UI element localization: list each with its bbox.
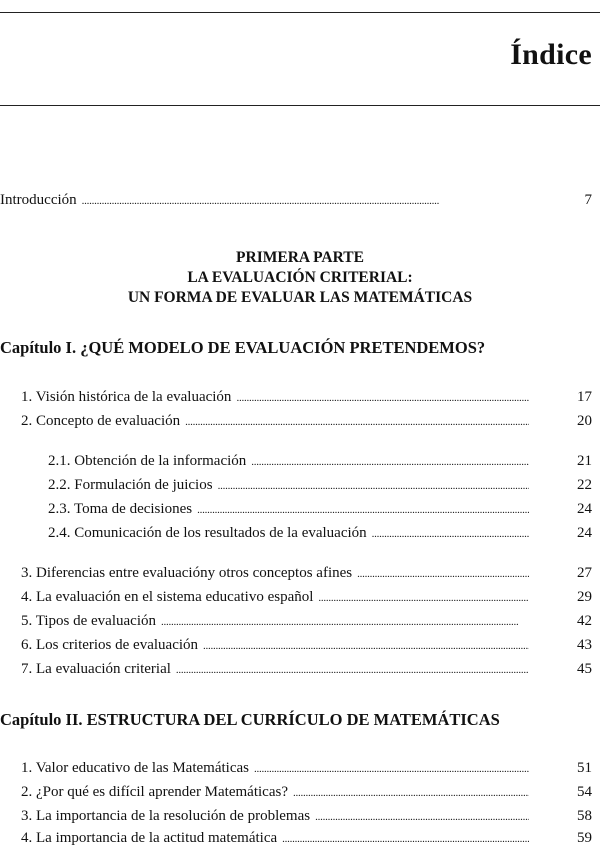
dot-leader <box>82 191 529 211</box>
dot-leader <box>236 388 529 408</box>
toc-entry <box>21 758 592 778</box>
toc-entry-page: 21 <box>577 453 592 469</box>
toc-entry-page: 59 <box>577 830 592 846</box>
toc-entry-label: 2.2. Formulación de juicios <box>48 477 213 493</box>
part-heading-line3: UN FORMA DE EVALUAR LAS MATEMÁTICAS <box>127 289 473 306</box>
dot-leader <box>282 829 529 849</box>
dot-leader <box>293 783 529 803</box>
toc-entry-page: 27 <box>577 565 592 581</box>
title-rule <box>0 105 600 106</box>
dot-leader <box>203 636 529 656</box>
toc-entry <box>48 451 592 471</box>
toc-entry-page: 29 <box>577 589 592 605</box>
part-heading-line1: PRIMERA PARTE <box>236 249 364 266</box>
toc-entry <box>21 387 592 407</box>
toc-entry <box>21 411 592 431</box>
dot-leader <box>218 476 529 496</box>
toc-entry <box>21 635 592 655</box>
toc-entry <box>48 475 592 495</box>
toc-entry-page: 51 <box>577 760 592 776</box>
dot-leader <box>254 759 529 779</box>
toc-entry-label: 3. Diferencias entre evaluacióny otros conceptos afines <box>21 565 353 581</box>
dot-leader <box>161 612 529 632</box>
dot-leader <box>251 452 529 472</box>
toc-entry-page: 24 <box>577 525 592 541</box>
toc-entry-page: 7 <box>584 192 592 208</box>
toc-entry <box>21 806 592 826</box>
toc-entry <box>48 499 592 519</box>
dot-leader <box>315 807 529 827</box>
chapter-2-title: Capítulo II. ESTRUCTURA DEL CURRÍCULO DE MATEMÁTICAS <box>0 710 500 729</box>
toc-entry-label: Introducción <box>0 192 77 208</box>
toc-entry-label: 2. Concepto de evaluación <box>21 413 181 429</box>
toc-entry-page: 17 <box>577 389 592 405</box>
toc-entry-label: 1. Visión histórica de la evaluación <box>21 389 232 405</box>
toc-entry-label: 2. ¿Por qué es difícil aprender Matemáticas? <box>21 784 288 800</box>
toc-entry <box>21 828 592 848</box>
toc-entry-label: 2.4. Comunicación de los resultados de la evaluación <box>48 525 367 541</box>
toc-entry <box>21 611 592 631</box>
toc-entry-introduccion <box>0 190 592 210</box>
toc-entry-page: 54 <box>577 784 592 800</box>
dot-leader <box>185 412 529 432</box>
toc-entry-page: 24 <box>577 501 592 517</box>
toc-entry-page: 42 <box>577 613 592 629</box>
toc-entry-label: 2.3. Toma de decisiones <box>48 501 193 517</box>
chapter-1-title: Capítulo I. ¿QUÉ MODELO DE EVALUACIÓN PRETENDEMOS? <box>0 338 486 357</box>
dot-leader <box>176 660 529 680</box>
toc-entry-label: 4. La importancia de la actitud matemática <box>21 830 278 846</box>
toc-entry <box>21 659 592 679</box>
toc-entry-label: 1. Valor educativo de las Matemáticas <box>21 760 249 776</box>
toc-entry <box>48 523 592 543</box>
dot-leader <box>372 524 529 544</box>
toc-entry-page: 22 <box>577 477 592 493</box>
toc-entry-label: 6. Los criterios de evaluación <box>21 637 199 653</box>
toc-entry-page: 20 <box>577 413 592 429</box>
toc-entry-label: 5. Tipos de evaluación <box>21 613 156 629</box>
toc-entry-label: 2.1. Obtención de la información <box>48 453 247 469</box>
toc-entry-page: 45 <box>577 661 592 677</box>
toc-entry <box>21 782 592 802</box>
toc-entry-label: 4. La evaluación en el sistema educativo español <box>21 589 314 605</box>
toc-entry <box>21 563 592 583</box>
top-rule <box>0 12 600 13</box>
toc-entry <box>21 587 592 607</box>
dot-leader <box>197 500 529 520</box>
toc-entry-label: 7. La evaluación criterial <box>21 661 171 677</box>
toc-entry-page: 43 <box>577 637 592 653</box>
dot-leader <box>318 588 529 608</box>
toc-entry-page: 58 <box>577 808 592 824</box>
part-heading-line2: LA EVALUACIÓN CRITERIAL: <box>187 269 413 286</box>
toc-entry-label: 3. La importancia de la resolución de problemas <box>21 808 311 824</box>
page-title: Índice <box>510 38 592 71</box>
dot-leader <box>357 564 529 584</box>
